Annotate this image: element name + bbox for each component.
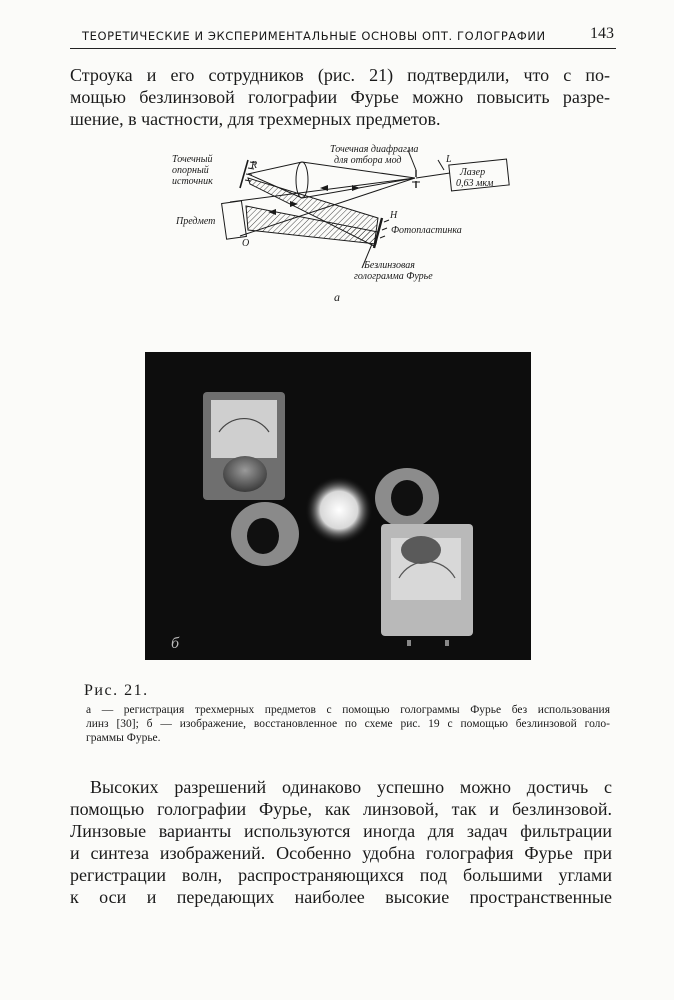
zero-order-spot <box>305 476 373 544</box>
label-laser-1: Лазер <box>460 167 486 178</box>
body-paragraph <box>70 776 612 908</box>
label-part-b: б <box>171 635 180 652</box>
figure-caption-label: Рис. 21. <box>84 682 149 699</box>
label-R: R <box>251 160 258 171</box>
label-aperture-2: для отбора мод <box>334 155 402 166</box>
left-meter <box>203 392 299 566</box>
label-ref-source-1: Точечный <box>172 154 213 165</box>
text-line: и синтеза изображений. Особенно удобна голография Фурье при <box>70 843 612 863</box>
text-line: помощью голографии Фурье, как линзовой, так и безлинзовой. <box>70 799 612 819</box>
caption-line: линз [30]; б — изображение, восстановленное по схеме рис. 19 с помощью безлинзовой голо- <box>86 718 610 730</box>
object-box <box>222 201 247 239</box>
label-plate: Фотопластинка <box>391 225 462 236</box>
label-laser-2: 0,63 мкм <box>456 178 494 189</box>
optical-setup-diagram <box>150 140 530 310</box>
running-title: ТЕОРЕТИЧЕСКИЕ И ЭКСПЕРИМЕНТАЛЬНЫЕ ОСНОВЫ ОПТ. ГОЛОГРАФИИ <box>82 29 546 43</box>
label-aperture-1: Точечная диафрагма <box>330 144 419 155</box>
text-line: шение, в частности, для трехмерных предметов. <box>70 109 441 129</box>
page-number: 143 <box>590 25 614 42</box>
text-line: Высоких разрешений одинаково успешно можно достичь с <box>90 777 612 797</box>
label-hologram-2: голограмма Фурье <box>354 271 433 282</box>
intro-paragraph <box>70 64 610 130</box>
label-ref-source-3: источник <box>172 176 213 187</box>
figure-caption <box>86 703 610 745</box>
label-hologram-1: Безлинзовая <box>364 260 415 271</box>
label-object: Предмет <box>176 216 216 227</box>
label-part-a: а <box>334 290 340 304</box>
label-O: O <box>242 238 250 249</box>
right-meter <box>375 468 473 646</box>
label-H: H <box>390 210 398 221</box>
label-L: L <box>446 154 452 165</box>
label-ref-source-2: опорный <box>172 165 209 176</box>
text-line: мощью безлинзовой голографии Фурье можно повысить разре- <box>70 87 610 107</box>
running-header <box>70 24 616 49</box>
reconstructed-image-photo <box>145 352 531 660</box>
text-line: Линзовые варианты используются иногда для задач фильтрации <box>70 821 612 841</box>
caption-line: а — регистрация трехмерных предметов с помощью голограммы Фурье без использования <box>86 704 610 716</box>
text-line: к оси и передающих наиболее высокие пространственные <box>70 887 612 907</box>
text-line: регистрации волн, распространяющихся под большими углами <box>70 865 612 885</box>
caption-line: граммы Фурье. <box>86 732 161 744</box>
text-line: Строука и его сотрудников (рис. 21) подтвердили, что с по- <box>70 65 610 85</box>
